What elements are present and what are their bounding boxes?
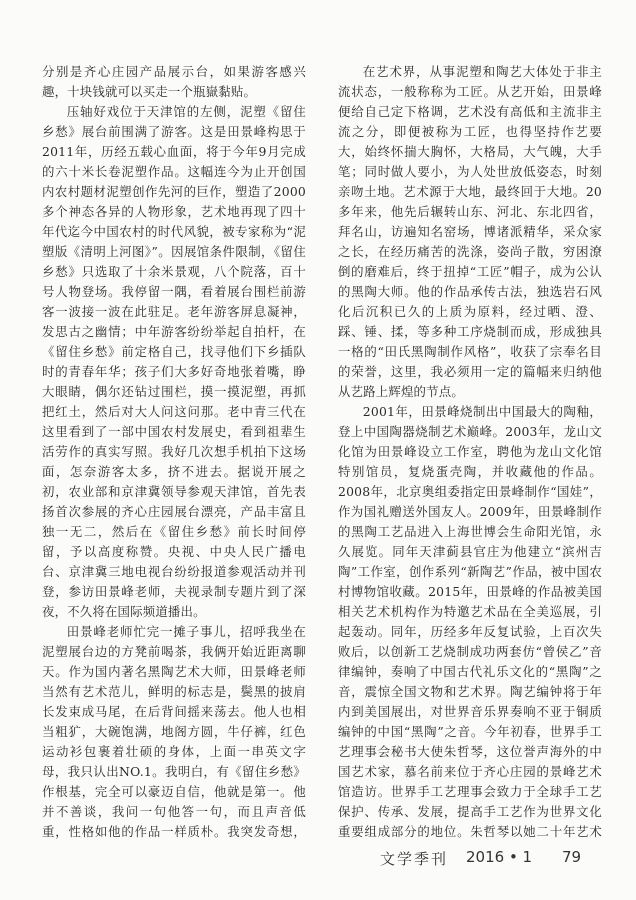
page-footer — [0, 848, 636, 872]
left-column — [42, 62, 306, 842]
right-column — [338, 62, 602, 842]
page-number: 79 — [562, 848, 582, 866]
paragraph-conversation: 田景峰老师忙完一摊子事儿，招呼我坐在泥塑展台边的方凳前喝茶，我俩开始近距离聊天。作为国内著名黑陶艺术大师，田景峰老师当然有艺术范儿，鲜明的标志是，鬓黑的披肩长发束成马尾，在后背间摇来荡去。他人也相当粗犷，大碗饱满，地阁方圆，牛仔裤，红色运动衫包裹着壮硕的身体，上面一串英文字母，我只认出NO.1。我明白，有《留住乡愁》作根基，完全可以豪迈自信，他就是第一。他并不善谈，我问一句他答一句，而且声音低重，性格如他的作品一样质朴。我突发奇想， — [42, 624, 306, 839]
paragraph-leaving-on-display: 压轴好戏位于天津馆的左侧，泥塑《留住乡愁》展台前围满了游客。这是田景峰构思于2011年，历经五载心血面，将于今年9月完成的六十米长卷泥塑作品。这幅连今为止开创国内农村题材泥塑创作先河的巨作，塑造了2000多个神态各异的人物形象，艺术地再现了四十年代迄今中国农村的时代风貌，被专家称为“泥塑版《清明上河图》”。因展馆条件限制，《留住乡愁》只选取了十余米景观，八个院落，百十号人物登场。我停留一隅，看着展台围栏前游客一波接一波在此驻足。老年游客屏息凝神，发思古之幽情；中年游客纷纷举起自拍杆，在《留住乡愁》前定格自己，找寻他们下乡插队时的青春年华；孩子们大多好奇地张着嘴，睁大眼睛，偶尔还钻过围栏，摸一摸泥塑，再抓把红土，然后对大人问这问那。老中青三代在这里看到了一部中国农村发展史，看到祖辈生活劳作的真实写照。我好几次想手机拍下这场面，怎奈游客太多，挤不进去。据说开展之初，农业部和京津冀领导参观天津馆，首先表扬首次参展的齐心庄园展台漂亮，产品丰富且独一无二，然后在《留住乡愁》前长时间停留，予以高度称赞。央视、中央人民广播电台、京津冀三地电视台纷纷报道参观活动并刊登，参访田景峰老师，夫视录制专题片到了深夜，不久将在国际频道播出。 — [42, 104, 306, 619]
paragraph-art-career: 在艺术界，从事泥塑和陶艺大体处于非主流状态，一般称称为工匠。从艺开始，田景峰便给自己定下格调，艺术没有高低和主流非主流之分，即便被称为工匠，也得坚持作艺要大，始终怀揣大胸怀，大格局，大气魄，大手笔；同时做人要小，为人处世放低姿态，时刻亲吻土地。艺术源于大地，最终回于大地。20多年来，他先后辗转山东、河北、东北四省，拜名山，访遍知名窑场，博诸派精华，采众家之长，在经历痛苦的洗涤，姿尚子散，穷困潦倒的磨难后，终于扭掉“工匠”帽子，成为公认的黑陶大师。他的作品承传古法，独选岩石风化后沉积已久的上质为原料，经过晒、澄、踩、锤、揉，等多种工序烧制而成，形成独具一格的“田氏黑陶制作风格”，收获了宗奉名目的荣誉，这里，我必须用一定的篇幅来归纳他从艺路上辉煌的节点。 — [338, 64, 602, 399]
paragraph-milestones: 2001年，田景峰烧制出中国最大的陶釉，登上中国陶器烧制艺术巅峰。2003年，龙山文化馆为田景峰设立工作室，聘他为龙山文化馆特别馆员，复烧蛋壳陶，并收藏他的作品。2008年，北京奥组委指定田景峰制作“国娃”，作为国礼赠送外国友人。2009年，田景峰制作的黑陶工艺品进入上海世博会生命阳光馆，永久展览。同年天津蓟县官庄为他建立“滨州吉陶”工作室，创作系列“新陶艺”作品，被中国农村博物馆收藏。2015年，田景峰的作品被美国相关艺术机构作为特邀艺术品在全美巡展，引起轰动。同年，历经多年反复试验，上百次失败后，以创新工艺烧制成功两套仿“曾侯乙”音律编钟，奏响了中国古代礼乐文化的“黑陶”之音，震惊全国文物和艺术界。陶艺编钟将于年内到美国展出，对世界音乐界奏响不亚于铜质编钟的中国“黑陶”之音。今年初春，世界手工艺理事会秘书大使朱哲琴，这位誉声海外的中国艺术家，慕名前来位于齐心庄园的景峰艺术馆造访。世界手工艺理事会致力于全球手工艺保护、传承、发展，提高手工艺作为世界文化重要组成部分的地位。朱哲琴以她二十年艺术 — [338, 404, 602, 839]
paragraph-continuation: 分别是齐心庄园产品展示台，如果游客感兴趣，十块钱就可以买走一个瓶嶽黏贴。 — [42, 64, 306, 99]
magazine-title: 文学季刊 — [380, 850, 449, 868]
issue-number: 2016 • 1 — [466, 848, 533, 866]
